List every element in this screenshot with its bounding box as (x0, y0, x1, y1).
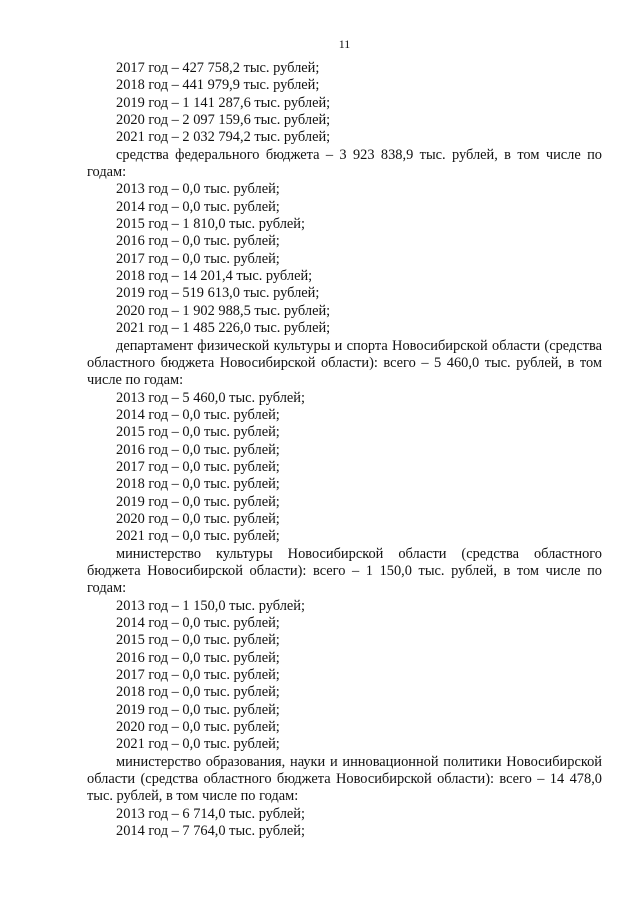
year-line: 2016 год – 0,0 тыс. рублей; (116, 441, 280, 458)
year-line: 2019 год – 0,0 тыс. рублей; (116, 701, 280, 718)
document-body (87, 60, 602, 840)
funding-list-education (87, 806, 602, 841)
year-line: 2018 год – 0,0 тыс. рублей; (116, 684, 280, 701)
year-line: 2021 год – 0,0 тыс. рублей; (116, 736, 280, 753)
year-line: 2014 год – 0,0 тыс. рублей; (116, 615, 280, 631)
year-line: 2019 год – 519 613,0 тыс. рублей; (116, 285, 320, 302)
funding-list-federal (87, 181, 602, 337)
year-line: 2015 год – 0,0 тыс. рублей; (116, 632, 280, 649)
year-line: 2020 год – 2 097 159,6 тыс. рублей; (116, 112, 331, 129)
year-line: 2014 год – 0,0 тыс. рублей; (116, 198, 280, 215)
year-line: 2019 год – 0,0 тыс. рублей; (116, 493, 280, 510)
year-line: 2015 год – 1 810,0 тыс. рублей; (116, 216, 305, 233)
year-line: 2021 год – 1 485 226,0 тыс. рублей; (116, 320, 331, 337)
year-line: 2018 год – 441 979,9 тыс. рублей; (116, 77, 320, 94)
year-line: 2018 год – 0,0 тыс. рублей; (116, 476, 280, 493)
year-line: 2013 год – 6 714,0 тыс. рублей; (116, 805, 305, 822)
year-line: 2017 год – 0,0 тыс. рублей; (116, 250, 280, 267)
paragraph-federal-budget: средства федерального бюджета – 3 923 838,9 тыс. рублей, в том числе по годам: (87, 146, 602, 181)
year-line: 2016 год – 0,0 тыс. рублей; (116, 649, 280, 666)
year-line: 2020 год – 0,0 тыс. рублей; (116, 719, 280, 736)
year-line: 2015 год – 0,0 тыс. рублей; (116, 424, 280, 441)
year-line: 2013 год – 5 460,0 тыс. рублей; (116, 389, 305, 406)
page-number: 11 (338, 37, 351, 51)
year-line: 2014 год – 0,0 тыс. рублей; (116, 406, 280, 423)
paragraph-culture-ministry: министерство культуры Новосибирской области (средства областного бюджета Новосибирской области): всего – 1 150,0 тыс. рублей, в том числе по годам: (87, 545, 602, 597)
year-line: 2017 год – 0,0 тыс. рублей; (116, 458, 280, 475)
year-line: 2019 год – 1 141 287,6 тыс. рублей; (116, 94, 331, 111)
year-line: 2017 год – 0,0 тыс. рублей; (116, 667, 280, 684)
year-line: 2017 год – 427 758,2 тыс. рублей; (116, 60, 320, 76)
year-line: 2016 год – 0,0 тыс. рублей; (116, 233, 280, 250)
year-line: 2013 год – 1 150,0 тыс. рублей; (116, 597, 305, 614)
year-line: 2014 год – 7 764,0 тыс. рублей; (116, 823, 305, 840)
funding-list-regional-tail (87, 60, 602, 147)
paragraph-education-ministry: министерство образования, науки и инновационной политики Новосибирской области (средства областного бюджета Новосибирской области): всего – 14 478,0 тыс. рублей, в том числе по годам: (87, 753, 602, 805)
year-line: 2021 год – 0,0 тыс. рублей; (116, 528, 280, 545)
year-line: 2018 год – 14 201,4 тыс. рублей; (116, 268, 313, 285)
paragraph-sport-department: департамент физической культуры и спорта Новосибирской области (средства областного бюджета Новосибирской области): всего – 5 460,0 тыс. рублей, в том числе по годам: (87, 337, 602, 389)
year-line: 2020 год – 0,0 тыс. рублей; (116, 510, 280, 527)
funding-list-culture (87, 598, 602, 754)
year-line: 2021 год – 2 032 794,2 тыс. рублей; (116, 129, 331, 146)
year-line: 2020 год – 1 902 988,5 тыс. рублей; (116, 302, 331, 319)
funding-list-sport (87, 390, 602, 546)
year-line: 2013 год – 0,0 тыс. рублей; (116, 181, 280, 198)
